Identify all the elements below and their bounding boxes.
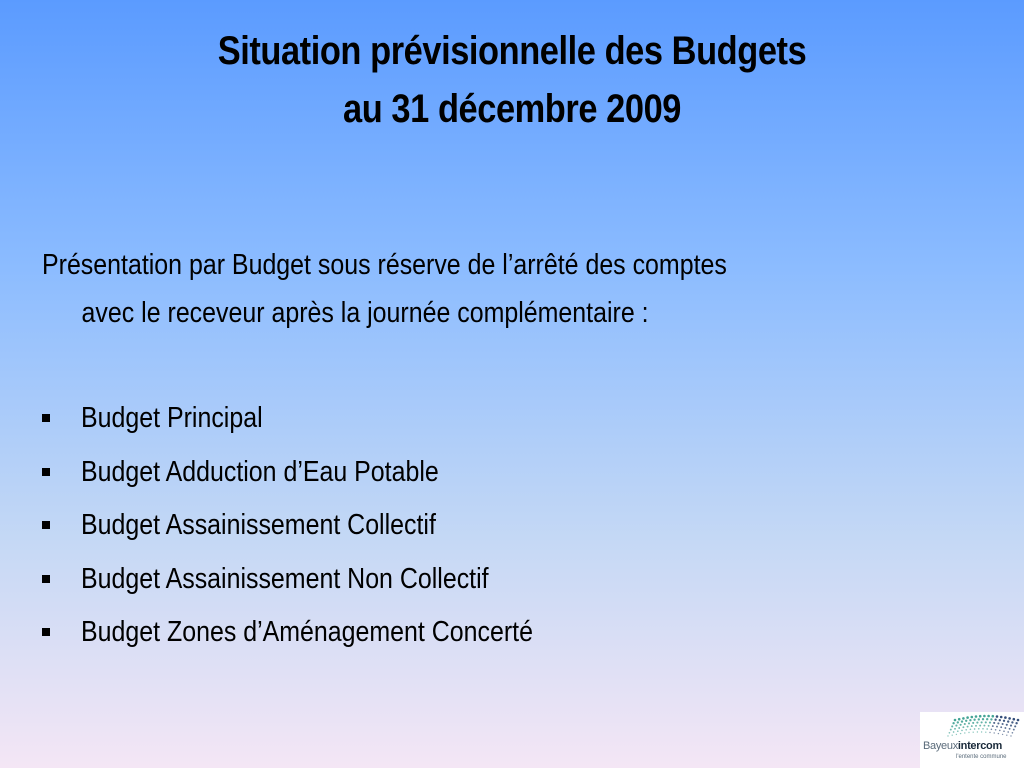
slide-title-line-1: Situation prévisionnelle des Budgets [217, 29, 807, 73]
intro-line-2: avec le receveur après la journée complémentaire : [81, 297, 649, 329]
list-item-label: Budget Assainissement Collectif [81, 509, 436, 541]
list-item-label: Budget Assainissement Non Collectif [81, 562, 489, 595]
logo-tagline: l'entente commune [956, 754, 1007, 760]
list-item-label: Budget Adduction d’Eau Potable [81, 455, 439, 488]
bayeux-intercom-logo [920, 712, 1024, 768]
logo-brand-part-1: Bayeux [923, 740, 958, 752]
logo-brand-part-2: intercom [957, 740, 1002, 752]
square-bullet-icon [42, 575, 50, 583]
slide-title-line-2: au 31 décembre 2009 [343, 87, 681, 131]
logo-brand [923, 740, 1002, 752]
intro-line-1: Présentation par Budget sous réserve de l’arrêté des comptes [42, 249, 727, 281]
list-item-label: Budget Principal [81, 402, 263, 434]
intro-paragraph [42, 241, 954, 337]
square-bullet-icon [42, 414, 50, 422]
list-item-label: Budget Zones d’Aménagement Concerté [81, 616, 533, 648]
dot-wave-icon [944, 714, 1020, 740]
square-bullet-icon [42, 468, 50, 476]
square-bullet-icon [42, 521, 50, 529]
slide-title [72, 22, 953, 138]
square-bullet-icon [42, 628, 50, 636]
